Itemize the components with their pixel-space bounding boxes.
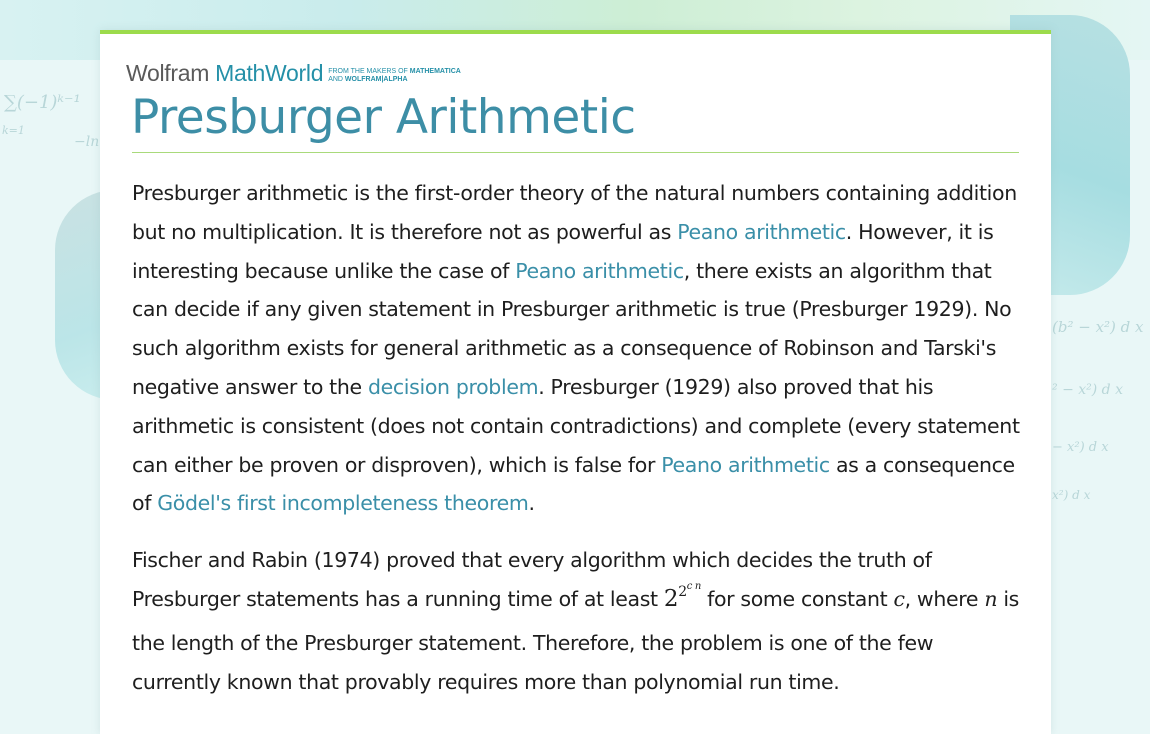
- math-variable: c: [893, 586, 905, 611]
- page-title: Presburger Arithmetic: [131, 90, 636, 145]
- decorative-formula: k=1: [2, 124, 25, 137]
- math-expression: $2^{2c n}$: [663, 580, 701, 612]
- paragraph-1: Presburger arithmetic is the first-order theory of the natural numbers containing addition but no multiplication. It is therefore not as powerful as Peano arithmetic. However, it is interesting because unlike the case of Peano arithmetic, there exists an algorithm that can decide if any given statement in Presburger arithmetic is true (Presburger 1929). No such algorithm exists for general arithmetic as a consequence of Robinson and Tarski's negative answer to the decision problem. Presburger (1929) also proved that his arithmetic is consistent (does not contain contradictions) and complete (every statement can either be proven or disproven), which is false for Peano arithmetic as a consequence of Gödel's first incompleteness theorem.: [132, 181, 1020, 516]
- link-decision-problem[interactable]: decision problem: [367, 374, 539, 399]
- title-divider: [132, 152, 1019, 153]
- logo-wolfram: Wolfram: [126, 60, 210, 86]
- article-body: [132, 174, 1022, 719]
- logo-tagline: FROM THE MAKERS OF MATHEMATICA AND WOLFRAM|ALPHA: [328, 68, 461, 83]
- math-variable: n: [984, 586, 998, 611]
- article-card: [100, 30, 1051, 734]
- link-peano-arithmetic[interactable]: Peano arithmetic: [661, 452, 830, 477]
- decorative-formula: ² − x²) d x: [1052, 382, 1123, 398]
- link-peano-arithmetic[interactable]: Peano arithmetic: [515, 258, 684, 283]
- decorative-formula: − x²) d x: [1052, 440, 1109, 455]
- link-peano-arithmetic[interactable]: Peano arithmetic: [677, 219, 846, 244]
- link-godel-incompleteness-theorem[interactable]: Gödel's first incompleteness theorem: [157, 491, 529, 516]
- logo-mathworld: MathWorld: [215, 60, 324, 86]
- site-logo[interactable]: [126, 60, 461, 87]
- decorative-formula: −ln: [74, 134, 100, 150]
- decorative-formula: (b² − x²) d x: [1052, 318, 1144, 336]
- decorative-formula: x²) d x: [1052, 488, 1091, 502]
- paragraph-2: Fischer and Rabin (1974) proved that every algorithm which decides the truth of Presburger statements has a running time of at least $2^{2c n}$ for some constant c, where n is the length of the Presburger statement. Therefore, the problem is one of the few currently known that provably requires more than polynomial run time.: [132, 548, 1020, 694]
- decorative-formula: ∑(−1)ᵏ⁻¹: [4, 92, 81, 113]
